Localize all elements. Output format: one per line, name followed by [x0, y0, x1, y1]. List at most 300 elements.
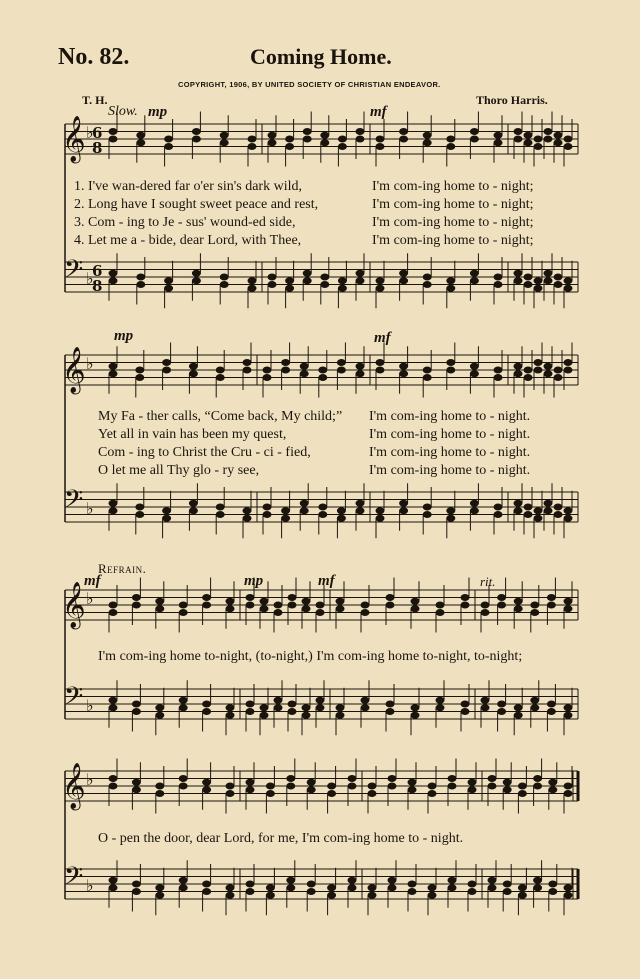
- note-head: [109, 610, 117, 616]
- note-head: [436, 610, 444, 616]
- note-head: [514, 363, 522, 369]
- bass-clef-icon: 𝄢: [64, 485, 84, 520]
- note-head: [447, 360, 455, 366]
- note-head: [109, 278, 117, 284]
- note-head: [400, 136, 408, 142]
- note-head: [226, 885, 234, 891]
- note-head: [564, 144, 572, 150]
- note-head: [503, 881, 511, 887]
- note-head: [547, 709, 555, 715]
- note-head: [274, 602, 282, 608]
- dynamic-mp: mp: [114, 328, 134, 344]
- note-head: [411, 598, 419, 604]
- treble-clef-icon: 𝄞: [62, 582, 86, 628]
- note-head: [163, 367, 171, 373]
- note-head: [179, 776, 187, 782]
- note-head: [470, 363, 478, 369]
- note-head: [524, 375, 532, 381]
- note-head: [448, 776, 456, 782]
- note-head: [544, 278, 552, 284]
- note-head: [564, 791, 572, 797]
- note-head: [189, 508, 197, 514]
- note-head: [287, 776, 295, 782]
- note-head: [549, 881, 557, 887]
- note-head: [428, 885, 436, 891]
- note-head: [400, 270, 408, 276]
- note-head: [470, 129, 478, 135]
- note-head: [494, 512, 502, 518]
- note-head: [554, 274, 562, 280]
- note-head: [260, 606, 268, 612]
- dynamic-mf: mf: [318, 573, 335, 589]
- verse-1-line-1-b: I'm com-ing home to - night;: [372, 179, 534, 194]
- note-head: [136, 504, 144, 510]
- note-head: [137, 140, 145, 146]
- note-head: [524, 140, 532, 146]
- treble-clef-icon: 𝄞: [62, 347, 86, 393]
- flat-icon: ♭: [86, 499, 94, 518]
- note-head: [246, 595, 254, 601]
- note-head: [514, 500, 522, 506]
- note-head: [494, 282, 502, 288]
- note-head: [307, 779, 315, 785]
- note-head: [448, 885, 456, 891]
- note-head: [514, 705, 522, 711]
- note-head: [423, 282, 431, 288]
- note-head: [156, 705, 164, 711]
- note-head: [386, 701, 394, 707]
- note-head: [226, 598, 234, 604]
- note-head: [287, 783, 295, 789]
- note-head: [316, 610, 324, 616]
- note-head: [564, 712, 572, 718]
- note-head: [337, 360, 345, 366]
- note-head: [316, 602, 324, 608]
- dynamic-mp: mp: [148, 104, 168, 120]
- note-head: [494, 132, 502, 138]
- note-head: [376, 360, 384, 366]
- note-head: [268, 282, 276, 288]
- note-head: [481, 705, 489, 711]
- note-head: [400, 500, 408, 506]
- note-head: [448, 783, 456, 789]
- note-head: [192, 278, 200, 284]
- note-head: [531, 602, 539, 608]
- note-head: [336, 598, 344, 604]
- note-head: [461, 701, 469, 707]
- note-head: [503, 889, 511, 895]
- note-head: [132, 709, 140, 715]
- note-head: [514, 129, 522, 135]
- time-signature-icon: 6: [92, 262, 103, 280]
- flat-icon: ♭: [86, 589, 94, 608]
- note-head: [303, 278, 311, 284]
- note-head: [336, 606, 344, 612]
- note-head: [226, 783, 234, 789]
- note-head: [488, 776, 496, 782]
- note-head: [503, 787, 511, 793]
- refrain-label: Refrain.: [98, 561, 147, 576]
- note-head: [531, 705, 539, 711]
- note-head: [518, 892, 526, 898]
- verse-4-line-2-a: O let me all Thy glo - ry see,: [98, 463, 260, 478]
- note-head: [534, 515, 542, 521]
- note-head: [481, 610, 489, 616]
- note-head: [447, 285, 455, 291]
- note-head: [132, 787, 140, 793]
- note-head: [165, 285, 173, 291]
- note-head: [423, 140, 431, 146]
- note-head: [109, 697, 117, 703]
- note-head: [226, 892, 234, 898]
- note-head: [246, 701, 254, 707]
- note-head: [192, 129, 200, 135]
- verse-2-line-2-a: Yet all in vain has been my quest,: [98, 427, 287, 442]
- note-head: [300, 363, 308, 369]
- note-head: [447, 144, 455, 150]
- note-head: [400, 371, 408, 377]
- note-head: [243, 508, 251, 514]
- note-head: [303, 129, 311, 135]
- note-head: [246, 889, 254, 895]
- note-head: [109, 885, 117, 891]
- note-head: [189, 363, 197, 369]
- note-head: [274, 705, 282, 711]
- note-head: [514, 606, 522, 612]
- note-head: [518, 791, 526, 797]
- verse-3-line-2-b: I'm com-ing home to - night.: [369, 445, 531, 460]
- note-head: [564, 136, 572, 142]
- note-head: [132, 595, 140, 601]
- note-head: [246, 709, 254, 715]
- note-head: [246, 787, 254, 793]
- note-head: [411, 712, 419, 718]
- verse-4-line-2-b: I'm com-ing home to - night.: [369, 463, 531, 478]
- note-head: [544, 371, 552, 377]
- note-head: [368, 892, 376, 898]
- note-head: [544, 136, 552, 142]
- note-head: [243, 367, 251, 373]
- note-head: [564, 515, 572, 521]
- verse-1-line-2-a: My Fa - ther calls, “Come back, My child;”: [98, 409, 343, 424]
- note-head: [246, 881, 254, 887]
- note-head: [179, 783, 187, 789]
- note-head: [356, 371, 364, 377]
- note-head: [338, 278, 346, 284]
- note-head: [203, 889, 211, 895]
- note-head: [226, 606, 234, 612]
- note-head: [282, 367, 290, 373]
- note-head: [260, 598, 268, 604]
- note-head: [337, 367, 345, 373]
- note-head: [203, 779, 211, 785]
- note-head: [423, 367, 431, 373]
- verse-3-line-1-b: I'm com-ing home to - night;: [372, 215, 534, 230]
- note-head: [388, 776, 396, 782]
- note-head: [165, 278, 173, 284]
- note-head: [534, 144, 542, 150]
- note-head: [286, 285, 294, 291]
- note-head: [156, 783, 164, 789]
- note-head: [461, 595, 469, 601]
- note-head: [400, 278, 408, 284]
- note-head: [260, 705, 268, 711]
- note-head: [337, 508, 345, 514]
- note-head: [400, 129, 408, 135]
- note-head: [203, 595, 211, 601]
- note-head: [321, 140, 329, 146]
- note-head: [356, 500, 364, 506]
- note-head: [388, 783, 396, 789]
- note-head: [132, 889, 140, 895]
- note-head: [376, 367, 384, 373]
- note-head: [361, 697, 369, 703]
- note-head: [400, 363, 408, 369]
- note-head: [316, 705, 324, 711]
- note-head: [109, 602, 117, 608]
- note-head: [203, 701, 211, 707]
- note-head: [514, 712, 522, 718]
- note-head: [132, 779, 140, 785]
- note-head: [514, 136, 522, 142]
- flat-icon: ♭: [86, 269, 94, 288]
- note-head: [534, 367, 542, 373]
- note-head: [302, 705, 310, 711]
- note-head: [300, 371, 308, 377]
- note-head: [544, 270, 552, 276]
- note-head: [447, 136, 455, 142]
- note-head: [524, 282, 532, 288]
- note-head: [263, 367, 271, 373]
- note-head: [376, 136, 384, 142]
- note-head: [336, 705, 344, 711]
- note-head: [287, 877, 295, 883]
- note-head: [307, 881, 315, 887]
- note-head: [524, 512, 532, 518]
- note-head: [534, 285, 542, 291]
- note-head: [386, 709, 394, 715]
- note-head: [428, 892, 436, 898]
- note-head: [282, 515, 290, 521]
- hymn-title: Coming Home.: [250, 44, 392, 69]
- dynamic-mf: mf: [370, 104, 387, 120]
- note-head: [494, 504, 502, 510]
- note-head: [498, 709, 506, 715]
- note-head: [132, 881, 140, 887]
- note-head: [260, 712, 268, 718]
- note-head: [447, 515, 455, 521]
- note-head: [319, 512, 327, 518]
- note-head: [549, 889, 557, 895]
- note-head: [246, 602, 254, 608]
- note-head: [470, 270, 478, 276]
- note-head: [436, 602, 444, 608]
- flat-icon: ♭: [86, 770, 94, 789]
- flat-icon: ♭: [86, 354, 94, 373]
- note-head: [348, 885, 356, 891]
- note-head: [356, 278, 364, 284]
- note-head: [300, 508, 308, 514]
- note-head: [338, 285, 346, 291]
- verse-2-line-2-b: I'm com-ing home to - night.: [369, 427, 531, 442]
- verse-4-line-1-b: I'm com-ing home to - night;: [372, 233, 534, 248]
- note-head: [321, 274, 329, 280]
- note-head: [547, 602, 555, 608]
- note-head: [286, 144, 294, 150]
- note-head: [423, 132, 431, 138]
- note-head: [554, 132, 562, 138]
- note-head: [179, 697, 187, 703]
- note-head: [268, 274, 276, 280]
- note-head: [274, 697, 282, 703]
- note-head: [436, 705, 444, 711]
- note-head: [268, 132, 276, 138]
- note-head: [531, 610, 539, 616]
- note-head: [189, 500, 197, 506]
- note-head: [386, 595, 394, 601]
- note-head: [518, 783, 526, 789]
- note-head: [226, 705, 234, 711]
- note-head: [288, 709, 296, 715]
- note-head: [368, 791, 376, 797]
- note-head: [348, 783, 356, 789]
- note-head: [524, 274, 532, 280]
- note-head: [356, 136, 364, 142]
- note-head: [534, 508, 542, 514]
- note-head: [400, 508, 408, 514]
- note-head: [534, 783, 542, 789]
- note-head: [534, 136, 542, 142]
- verse-2-line-1-a: 2. Long have I sought sweet peace and rest,: [74, 197, 319, 212]
- note-head: [524, 504, 532, 510]
- note-head: [137, 274, 145, 280]
- note-head: [524, 367, 532, 373]
- note-head: [220, 274, 228, 280]
- note-head: [192, 270, 200, 276]
- note-head: [282, 508, 290, 514]
- note-head: [544, 129, 552, 135]
- note-head: [408, 889, 416, 895]
- time-signature-icon: 6: [92, 124, 103, 142]
- note-head: [165, 144, 173, 150]
- note-head: [132, 602, 140, 608]
- note-head: [109, 877, 117, 883]
- note-head: [109, 508, 117, 514]
- note-head: [376, 144, 384, 150]
- verse-1-line-2-b: I'm com-ing home to - night.: [369, 409, 531, 424]
- note-head: [361, 610, 369, 616]
- ritardando-marking: rit.: [480, 574, 496, 589]
- note-head: [514, 598, 522, 604]
- flat-icon: ♭: [86, 696, 94, 715]
- note-head: [248, 136, 256, 142]
- note-head: [423, 274, 431, 280]
- note-head: [248, 278, 256, 284]
- note-head: [547, 595, 555, 601]
- note-head: [137, 282, 145, 288]
- note-head: [307, 889, 315, 895]
- note-head: [503, 779, 511, 785]
- note-head: [564, 278, 572, 284]
- note-head: [274, 610, 282, 616]
- note-head: [447, 367, 455, 373]
- note-head: [468, 779, 476, 785]
- note-head: [302, 712, 310, 718]
- note-head: [288, 701, 296, 707]
- note-head: [376, 278, 384, 284]
- hymn-number: No. 82.: [58, 44, 130, 70]
- note-head: [109, 136, 117, 142]
- note-head: [266, 892, 274, 898]
- note-head: [368, 885, 376, 891]
- note-head: [564, 705, 572, 711]
- note-head: [488, 885, 496, 891]
- note-head: [514, 270, 522, 276]
- note-head: [189, 371, 197, 377]
- note-head: [319, 367, 327, 373]
- note-head: [368, 783, 376, 789]
- note-head: [554, 140, 562, 146]
- note-head: [376, 515, 384, 521]
- refrain-line-2: O - pen the door, dear Lord, for me, I'm com-ing home to - night.: [98, 831, 464, 846]
- note-head: [531, 697, 539, 703]
- note-head: [287, 885, 295, 891]
- verse-2-line-1-b: I'm com-ing home to - night;: [372, 197, 534, 212]
- note-head: [321, 132, 329, 138]
- note-head: [564, 606, 572, 612]
- note-head: [411, 606, 419, 612]
- note-head: [248, 144, 256, 150]
- note-head: [564, 783, 572, 789]
- note-head: [544, 363, 552, 369]
- note-head: [226, 791, 234, 797]
- note-head: [468, 881, 476, 887]
- note-head: [203, 787, 211, 793]
- time-signature-icon: 8: [92, 139, 103, 157]
- note-head: [220, 132, 228, 138]
- flat-icon: ♭: [86, 876, 94, 895]
- time-signature-icon: 8: [92, 277, 103, 295]
- note-head: [554, 512, 562, 518]
- note-head: [461, 602, 469, 608]
- note-head: [447, 508, 455, 514]
- dynamic-mf: mf: [374, 330, 391, 346]
- note-head: [468, 889, 476, 895]
- note-head: [408, 787, 416, 793]
- note-head: [348, 877, 356, 883]
- note-head: [226, 712, 234, 718]
- note-head: [534, 877, 542, 883]
- verse-3-line-1-a: 3. Com - ing to Je - sus' wound-ed side,: [74, 215, 296, 230]
- note-head: [307, 787, 315, 793]
- note-head: [248, 285, 256, 291]
- bass-clef-icon: 𝄢: [64, 682, 84, 717]
- dynamic-mf: mf: [84, 573, 101, 589]
- note-head: [481, 602, 489, 608]
- note-head: [408, 881, 416, 887]
- note-head: [263, 504, 271, 510]
- note-head: [338, 144, 346, 150]
- note-head: [179, 885, 187, 891]
- note-head: [220, 282, 228, 288]
- note-head: [266, 885, 274, 891]
- note-head: [468, 787, 476, 793]
- note-head: [376, 508, 384, 514]
- note-head: [554, 282, 562, 288]
- note-head: [268, 140, 276, 146]
- note-head: [328, 892, 336, 898]
- bass-clef-icon: 𝄢: [64, 255, 84, 290]
